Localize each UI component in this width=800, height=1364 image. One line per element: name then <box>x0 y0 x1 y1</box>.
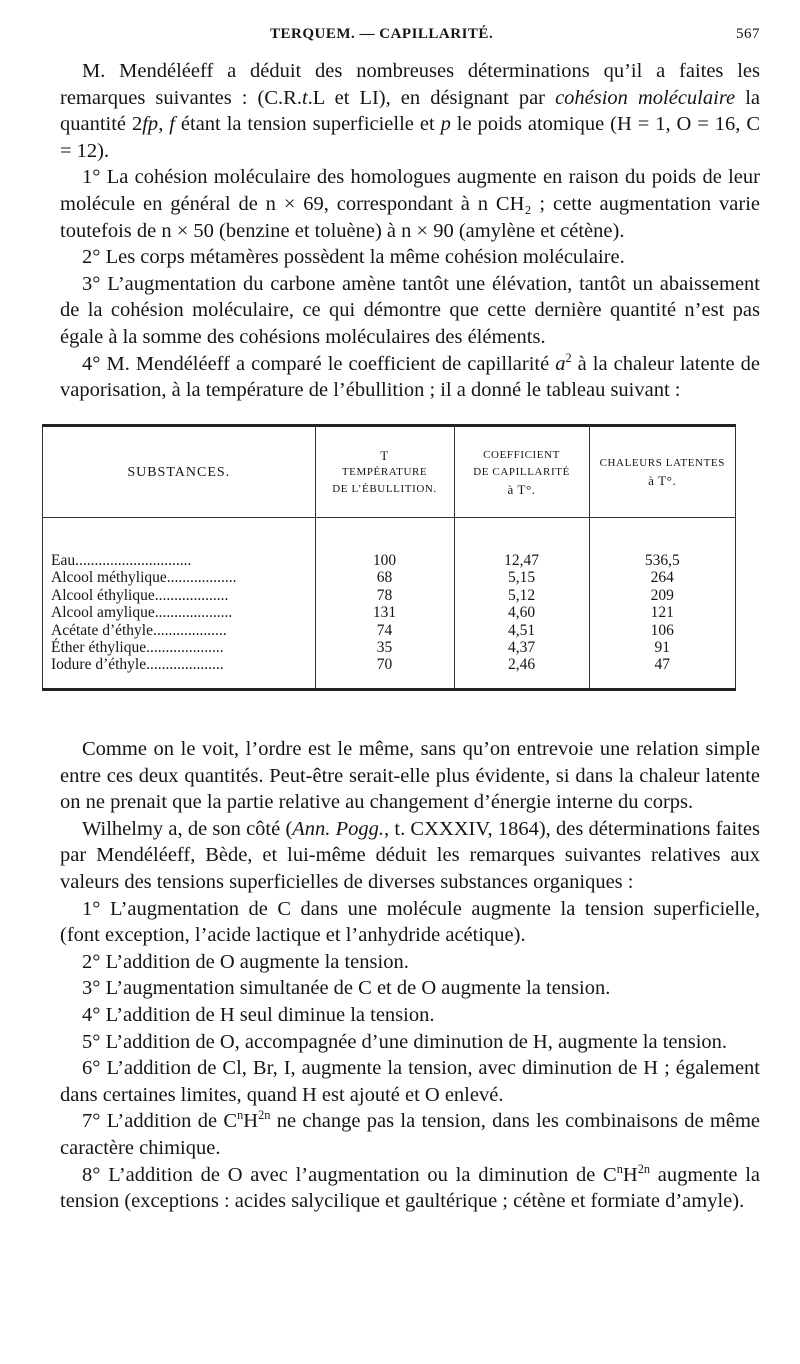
list-item: 4° L’addition de H seul diminue la tension. <box>82 1003 435 1026</box>
paragraph: 2° Les corps métamères possèdent la même cohésion moléculaire. <box>82 246 625 269</box>
cell-latent-heat: 106 <box>650 621 674 639</box>
cell-coefficient: 4,60 <box>454 604 589 621</box>
cell-substance: Alcool amylique.................... <box>43 604 316 621</box>
table-body <box>43 518 736 690</box>
cell-substance: Iodure d’éthyle.................... <box>43 656 316 689</box>
cell-substance: Éther éthylique.................... <box>43 639 316 656</box>
cell-coefficient: 5,12 <box>454 587 589 604</box>
header-latent-heat: CHALEURS LATENTES à T°. <box>589 426 735 518</box>
paragraph: 1° La cohésion moléculaire des homologues augmente en raison du poids de leur molécule en général de n × 69, correspondant à n CH₂ ; cette augmentation varie toutefois de n × 50 (benzine et toluène) à n × 90 (amylène et cétène). <box>60 166 760 242</box>
cell-temperature: 68 <box>315 569 454 586</box>
cell-coefficient: 5,15 <box>454 569 589 586</box>
cell-coefficient: 4,51 <box>454 622 589 639</box>
header-temperature: T TEMPÉRATURE DE L’ÉBULLITION. <box>315 426 454 518</box>
capillarity-table <box>42 424 736 691</box>
paragraph: Wilhelmy a, de son côté (Ann. Pogg., t. CXXXIV, 1864), des déterminations faites par Mendéléeff, Bède, et lui-même déduit les remarques suivantes relatives aux valeurs des tensions superficielles de diverses substances organiques : <box>60 817 760 893</box>
page-header <box>60 26 760 50</box>
paragraph: 3° L’augmentation du carbone amène tantôt une élévation, tantôt un abaissement de la cohésion moléculaire, ce qui démontre que cette dernière quantité n’est pas égale à la somme des cohésions moléculaires des éléments. <box>60 272 760 348</box>
cell-latent-heat: 209 <box>650 586 674 604</box>
cell-temperature: 74 <box>315 622 454 639</box>
cell-latent-heat: 536,5 <box>644 552 680 569</box>
cell-temperature: 100 <box>315 518 454 570</box>
table-row <box>43 622 736 639</box>
table-row <box>43 518 736 570</box>
page-number: 567 <box>736 26 760 42</box>
cell-latent-heat: 47 <box>654 656 671 674</box>
header-substances: SUBSTANCES. <box>43 426 316 518</box>
cell-substance: Eau.............................. <box>43 518 316 570</box>
cell-substance: Acétate d’éthyle................... <box>43 622 316 639</box>
list-item: 8° L’addition de O avec l’augmentation ou la diminution de $C^nH^{2n}$ augmente la tension (exceptions : acides salycilique et gaultérique ; cétène et formiate d’amyle). <box>60 1161 761 1213</box>
paragraph: Comme on le voit, l’ordre est le même, sans qu’on entrevoie une relation simple entre ces deux quantités. Peut-être serait-elle plus évidente, si dans la chaleur latente on ne prenait que la partie relative au changement d’énergie interne du corps. <box>60 738 760 814</box>
running-title: TERQUEM. — CAPILLARITÉ. <box>270 26 494 42</box>
cell-temperature: 78 <box>315 587 454 604</box>
header-coefficient: COEFFICIENT DE CAPILLARITÉ à T°. <box>454 426 589 518</box>
cell-coefficient: 4,37 <box>454 639 589 656</box>
list-item: 2° L’addition de O augmente la tension. <box>82 950 409 973</box>
cell-temperature: 35 <box>315 639 454 656</box>
intro-text <box>60 58 760 404</box>
table-row <box>43 604 736 621</box>
table-row <box>43 656 736 689</box>
cell-substance: Alcool méthylique.................. <box>43 569 316 586</box>
list-item: 1° L’augmentation de C dans une molécule augmente la tension superficielle, (font exception, l’acide lactique et l’anhydride acétique). <box>60 897 760 947</box>
table-row <box>43 569 736 586</box>
cell-latent-heat: 91 <box>654 639 671 657</box>
cell-coefficient: 12,47 <box>454 518 589 570</box>
paragraph: 4° M. Mendéléeff a comparé le coefficient de capillarité $a^2$ à la chaleur latente de vaporisation, à la température de l’ébullition ; il a donné le tableau suivant : <box>60 350 760 402</box>
paragraph: M. Mendéléeff a déduit des nombreuses déterminations qu’il a faites les remarques suivantes : (C.R.t.L et LI), en désignant par cohésion moléculaire la quantité 2fp, f étant la tension superficielle et p le poids atomique (H = 1, O = 16, C = 12). <box>60 60 761 162</box>
following-text <box>60 736 760 1215</box>
list-item: 6° L’addition de Cl, Br, I, augmente la tension, avec diminution de H ; également dans certaines limites, quand H est ajouté et O enlevé. <box>60 1057 760 1106</box>
list-item: 3° L’augmentation simultanée de C et de O augmente la tension. <box>82 977 611 1000</box>
table-header-row <box>43 426 736 518</box>
list-item: 7° L’addition de $C^nH^{2n}$ ne change pas la tension, dans les combinaisons de même caractère chimique. <box>60 1108 761 1159</box>
table-row <box>43 639 736 656</box>
table-row <box>43 587 736 604</box>
cell-temperature: 70 <box>315 656 454 689</box>
cell-temperature: 131 <box>315 604 454 621</box>
cell-latent-heat: 264 <box>650 569 674 587</box>
cell-coefficient: 2,46 <box>454 656 589 689</box>
data-table-wrapper <box>42 424 740 710</box>
cell-substance: Alcool éthylique................... <box>43 587 316 604</box>
cell-latent-heat: 121 <box>650 604 674 622</box>
list-item: 5° L’addition de O, accompagnée d’une diminution de H, augmente la tension. <box>82 1030 728 1053</box>
